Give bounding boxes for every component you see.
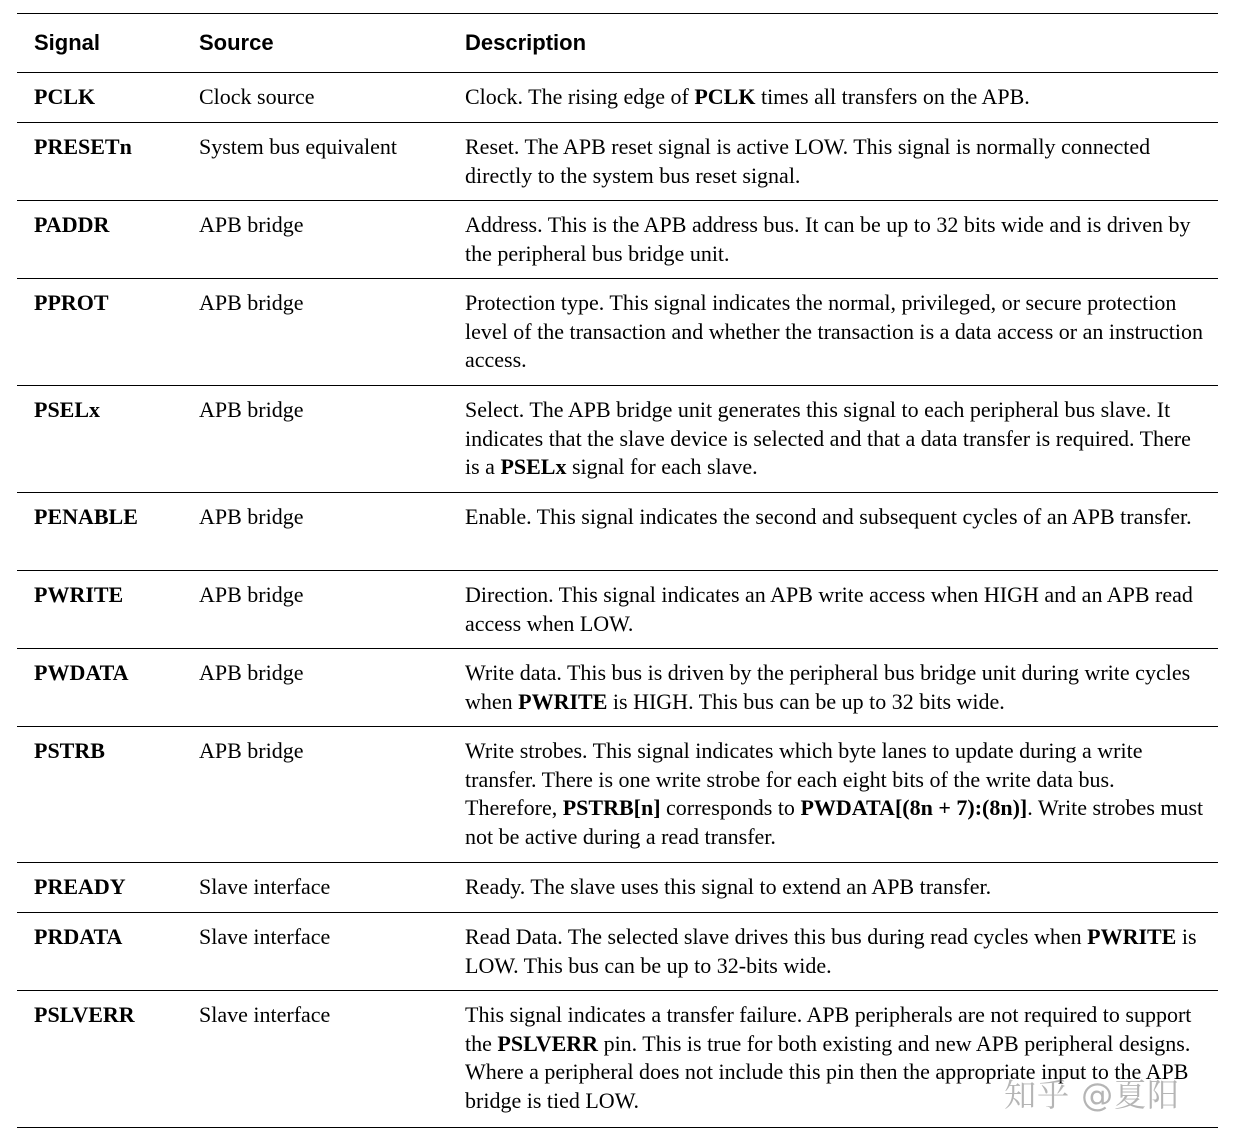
- table-row: [17, 649, 1218, 727]
- description-text: Ready. The slave uses this signal to extend an APB transfer.: [465, 874, 992, 899]
- signal-name: PSLVERR: [34, 1002, 135, 1027]
- description-text: pin. This is true for both existing and new APB peripheral designs. Where a peripheral does not include this pin then the appropriate input to the APB bridge is tied LOW.: [465, 1030, 1191, 1113]
- signal-source: APB bridge: [199, 290, 304, 315]
- description-text: corresponds to: [660, 795, 801, 821]
- signal-description: [465, 923, 1218, 990]
- signal-source: APB bridge: [199, 397, 304, 422]
- description-text: Reset. The APB reset signal is active LOW. This signal is normally connected directly to the system bus reset signal.: [465, 134, 1151, 188]
- description-text: is HIGH. This bus can be up to 32 bits wide.: [607, 688, 1005, 714]
- description-text: This signal indicates a transfer failure. APB peripherals are not required to support the: [465, 1002, 1192, 1056]
- signal-source: APB bridge: [199, 660, 304, 685]
- description-text: Write data. This bus is driven by the peripheral bus bridge unit during write cycles when: [465, 660, 1191, 714]
- header-source: Source: [199, 30, 274, 55]
- signal-source: APB bridge: [199, 212, 304, 237]
- signal-description: [465, 581, 1218, 648]
- signal-name: PENABLE: [34, 504, 138, 529]
- description-text: . Write strobes must not be active during a read transfer.: [465, 795, 1204, 849]
- signal-description: [465, 659, 1218, 726]
- description-bold-term: PSTRB[n]: [562, 795, 661, 821]
- signal-source: Clock source: [199, 84, 315, 109]
- signal-description: [465, 211, 1218, 278]
- signal-name: PRESETn: [34, 134, 132, 159]
- signal-name: PWRITE: [34, 582, 124, 607]
- signal-source: APB bridge: [199, 504, 304, 529]
- signal-source: Slave interface: [199, 924, 331, 949]
- watermark: 知乎 @夏阳: [1004, 1076, 1181, 1114]
- table-row: [17, 493, 1218, 571]
- description-bold-term: PWRITE: [1087, 924, 1177, 949]
- signal-description: [465, 289, 1218, 385]
- signal-description: [465, 396, 1218, 492]
- description-text: Direction. This signal indicates an APB write access when HIGH and an APB read access when LOW.: [465, 582, 1193, 636]
- table-row: [17, 201, 1218, 279]
- signal-name: PADDR: [34, 212, 110, 237]
- signal-source: APB bridge: [199, 738, 304, 763]
- table-row: [17, 571, 1218, 649]
- table-row: [17, 727, 1218, 863]
- description-text: Select. The APB bridge unit generates this signal to each peripheral bus slave. It indicates that the slave device is selected and that a data transfer is required. There is a: [465, 397, 1191, 480]
- description-text: Enable. This signal indicates the second and subsequent cycles of an APB transfer.: [465, 504, 1192, 529]
- description-text: is LOW. This bus can be up to 32-bits wide.: [465, 924, 1197, 978]
- signal-description: [465, 133, 1218, 200]
- signal-name: PRDATA: [34, 924, 123, 949]
- description-text: Protection type. This signal indicates the normal, privileged, or secure protection level of the transaction and whether the transaction is a data access or an instruction access.: [465, 290, 1203, 373]
- signal-source: Slave interface: [199, 1002, 331, 1027]
- signal-description: [465, 737, 1218, 862]
- table-row: [17, 863, 1218, 913]
- table-row: [17, 73, 1218, 123]
- description-bold-term: PWRITE: [518, 688, 608, 714]
- signal-description: [465, 873, 1218, 912]
- description-text: Address. This is the APB address bus. It can be up to 32 bits wide and is driven by the peripheral bus bridge unit.: [465, 212, 1191, 266]
- table-row: [17, 386, 1218, 493]
- header-description: Description: [465, 30, 587, 55]
- signal-description: [465, 83, 1218, 122]
- signal-name: PCLK: [34, 84, 96, 109]
- description-bold-term: PSELx: [500, 454, 567, 480]
- signal-name: PSTRB: [34, 738, 105, 763]
- signal-description: [465, 503, 1218, 570]
- description-text: Clock. The rising edge of: [465, 84, 695, 109]
- description-bold-term: PWDATA[(8n + 7):(8n)]: [800, 795, 1028, 821]
- description-bold-term: PSLVERR: [497, 1030, 599, 1056]
- table-row: [17, 279, 1218, 386]
- table-row: [17, 123, 1218, 201]
- signal-source: APB bridge: [199, 582, 304, 607]
- apb-signal-table: [17, 13, 1218, 1128]
- table-body: [17, 73, 1218, 1127]
- signal-source: System bus equivalent: [199, 134, 397, 159]
- table-header: [17, 14, 1218, 73]
- description-text: Write strobes. This signal indicates which byte lanes to update during a write transfer. There is one write strobe for each eight bits of the write data bus. Therefore,: [465, 738, 1143, 821]
- description-text: signal for each slave.: [566, 454, 758, 480]
- description-text: times all transfers on the APB.: [755, 84, 1030, 109]
- description-text: Read Data. The selected slave drives this bus during read cycles when: [465, 924, 1088, 949]
- header-signal: Signal: [34, 30, 101, 55]
- signal-source: Slave interface: [199, 874, 331, 899]
- signal-name: PPROT: [34, 290, 109, 315]
- description-bold-term: PCLK: [694, 84, 756, 109]
- signal-name: PREADY: [34, 874, 126, 899]
- signal-name: PSELx: [34, 397, 101, 422]
- table-row: [17, 913, 1218, 991]
- signal-name: PWDATA: [34, 660, 129, 685]
